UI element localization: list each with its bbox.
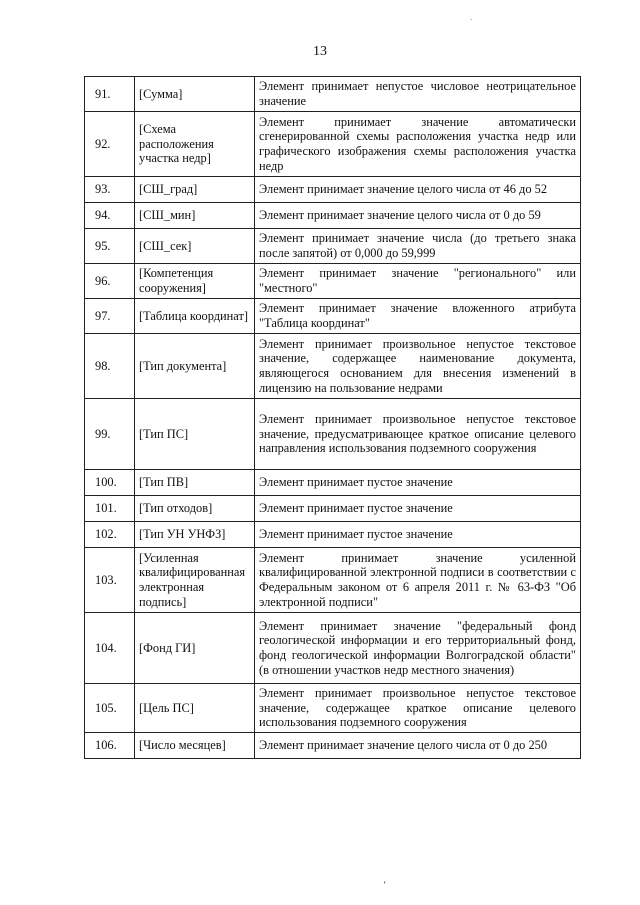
element-description: Элемент принимает произвольное непустое текстовое значение, предусматривающее краткое описание целевого направления использования подземного сооружения	[255, 399, 581, 470]
table-row	[85, 112, 581, 177]
row-number: 100.	[85, 470, 135, 496]
element-name: [Тип ПВ]	[135, 470, 255, 496]
row-number: 105.	[85, 684, 135, 733]
table-row	[85, 522, 581, 548]
row-number: 92.	[85, 112, 135, 177]
element-name: [Сумма]	[135, 77, 255, 112]
table-row	[85, 177, 581, 203]
table-row	[85, 334, 581, 399]
element-name: [Таблица координат]	[135, 299, 255, 334]
element-description: Элемент принимает значение усиленной квалифицированной электронной подписи в соответствии с Федеральным законом от 6 апреля 2011 г. № 63-ФЗ "Об электронной подписи"	[255, 548, 581, 613]
element-description: Элемент принимает значение "регионального" или "местного"	[255, 264, 581, 299]
row-number: 94.	[85, 203, 135, 229]
row-number: 98.	[85, 334, 135, 399]
element-name: [Усиленная квалифицированная электронная подпись]	[135, 548, 255, 613]
table-row	[85, 496, 581, 522]
element-description: Элемент принимает произвольное непустое текстовое значение, содержащее наименование документа, являющегося основанием для внесения изменений в лицензию на пользование недрами	[255, 334, 581, 399]
element-description: Элемент принимает пустое значение	[255, 522, 581, 548]
element-description: Элемент принимает значение "федеральный фонд геологической информации и его территориальный фонд, фонд геологической информации Волгоградской области" (в отношении участков недр местного значения)	[255, 613, 581, 684]
element-name: [Число месяцев]	[135, 733, 255, 759]
row-number: 99.	[85, 399, 135, 470]
table-row	[85, 399, 581, 470]
element-description: Элемент принимает непустое числовое неотрицательное значение	[255, 77, 581, 112]
element-name: [Цель ПС]	[135, 684, 255, 733]
table-row	[85, 470, 581, 496]
element-name: [Тип ПС]	[135, 399, 255, 470]
element-description: Элемент принимает значение целого числа от 0 до 59	[255, 203, 581, 229]
element-name: [Тип документа]	[135, 334, 255, 399]
element-description: Элемент принимает значение целого числа от 46 до 52	[255, 177, 581, 203]
element-name: [Компетенция сооружения]	[135, 264, 255, 299]
row-number: 97.	[85, 299, 135, 334]
element-name: [Тип отходов]	[135, 496, 255, 522]
row-number: 104.	[85, 613, 135, 684]
element-description: Элемент принимает значение автоматически сгенерированной схемы расположения участка недр или графического изображения схемы расположения участка недр	[255, 112, 581, 177]
row-number: 102.	[85, 522, 135, 548]
table-row	[85, 229, 581, 264]
table-row	[85, 299, 581, 334]
element-description: Элемент принимает значение целого числа от 0 до 250	[255, 733, 581, 759]
row-number: 96.	[85, 264, 135, 299]
element-name: [СШ_град]	[135, 177, 255, 203]
element-description: Элемент принимает значение вложенного атрибута "Таблица координат"	[255, 299, 581, 334]
row-number: 103.	[85, 548, 135, 613]
element-name: [Тип УН УНФЗ]	[135, 522, 255, 548]
page-number: 13	[313, 44, 327, 59]
row-number: 106.	[85, 733, 135, 759]
table-row	[85, 613, 581, 684]
row-number: 101.	[85, 496, 135, 522]
scan-speck: .	[470, 12, 473, 22]
table-row	[85, 548, 581, 613]
row-number: 93.	[85, 177, 135, 203]
element-name: [СШ_сек]	[135, 229, 255, 264]
row-number: 95.	[85, 229, 135, 264]
table-row	[85, 77, 581, 112]
scan-speck: ‘	[383, 880, 387, 891]
attribute-table	[84, 76, 581, 759]
element-name: [Схема расположения участка недр]	[135, 112, 255, 177]
row-number: 91.	[85, 77, 135, 112]
table-row	[85, 203, 581, 229]
element-name: [СШ_мин]	[135, 203, 255, 229]
element-description: Элемент принимает пустое значение	[255, 496, 581, 522]
element-description: Элемент принимает пустое значение	[255, 470, 581, 496]
element-description: Элемент принимает произвольное непустое текстовое значение, содержащее краткое описание целевого использования подземного сооружения	[255, 684, 581, 733]
table-row	[85, 733, 581, 759]
table-row	[85, 684, 581, 733]
element-description: Элемент принимает значение числа (до третьего знака после запятой) от 0,000 до 59,999	[255, 229, 581, 264]
element-name: [Фонд ГИ]	[135, 613, 255, 684]
table-row	[85, 264, 581, 299]
